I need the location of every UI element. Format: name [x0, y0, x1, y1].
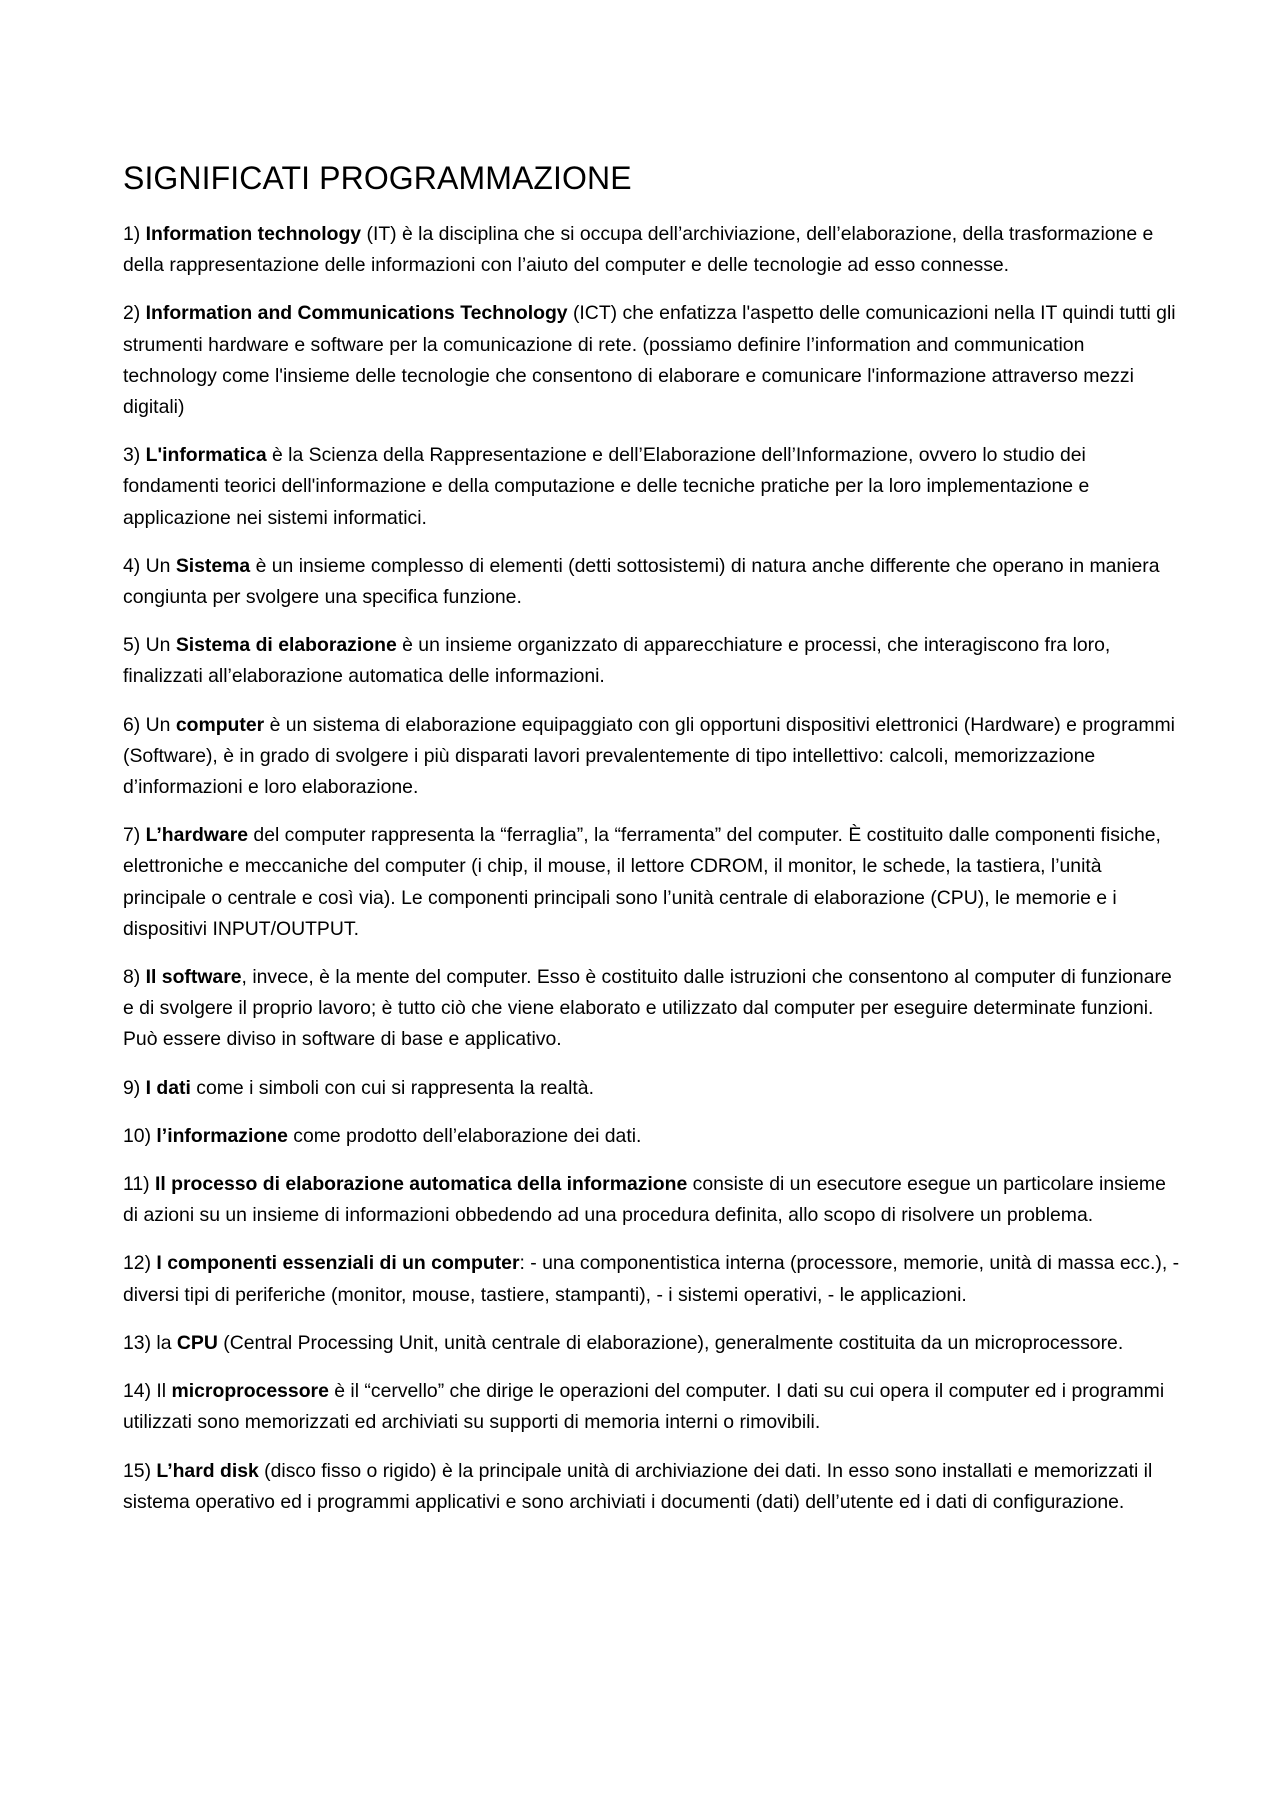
- definition-item: [123, 1456, 1183, 1518]
- item-term: microprocessore: [171, 1380, 329, 1403]
- item-number: 3): [123, 444, 141, 467]
- definition-item: [123, 1073, 1183, 1104]
- page-title: SIGNIFICATI PROGRAMMAZIONE: [123, 160, 632, 196]
- item-number: 12): [123, 1252, 152, 1275]
- item-number: 7): [123, 824, 141, 847]
- item-prefix: Un: [145, 634, 176, 657]
- item-term: Sistema: [175, 554, 251, 577]
- item-number: 1): [123, 223, 141, 245]
- item-term: Information technology: [145, 223, 362, 245]
- document-page: [123, 158, 1183, 1535]
- definition-item: [123, 1328, 1183, 1359]
- definition-item: [123, 820, 1183, 945]
- item-number: 11): [123, 1173, 150, 1196]
- item-number: 15): [123, 1459, 152, 1482]
- item-text: : - una componentistica interna (processore, memorie, unità di massa ecc.), - diversi tipi di periferiche (monitor, mouse, tastiere, stampanti), - i sistemi operativi, - le applicazioni.: [123, 1252, 1180, 1306]
- definition-item: [123, 440, 1183, 534]
- definition-item: [123, 1376, 1183, 1438]
- item-text: è la Scienza della Rappresentazione e dell’Elaborazione dell’Informazione, ovvero lo studio dei fondamenti teorici dell'informazione e della computazione e delle tecniche pratiche per la loro implementazione e applicazione nei sistemi informatici.: [123, 444, 1090, 529]
- item-number: 10): [123, 1124, 152, 1147]
- item-text: come i simboli con cui si rappresenta la realtà.: [190, 1076, 594, 1099]
- item-term: I dati: [145, 1076, 191, 1099]
- item-number: 2): [123, 302, 141, 325]
- definition-item: [123, 1169, 1183, 1231]
- item-term: L’hardware: [145, 824, 249, 847]
- item-text: (disco fisso o rigido) è la principale unità di archiviazione dei dati. In esso sono installati e memorizzati il sistema operativo ed i programmi applicativi e sono archiviati i documenti (dati) dell’utente ed i dati di configurazione.: [123, 1459, 1153, 1513]
- item-text: del computer rappresenta la “ferraglia”, la “ferramenta” del computer. È costituito dalle componenti fisiche, elettroniche e meccaniche del computer (i chip, il mouse, il lettore CDROM, il monitor, le schede, la tastiera, l’unità principale o centrale e così via). Le componenti principali sono l’unità centrale di elaborazione (CPU), le memorie e i dispositivi INPUT/OUTPUT.: [123, 824, 1161, 940]
- item-number: 13): [123, 1331, 152, 1354]
- item-text: (IT) è la disciplina che si occupa dell’archiviazione, dell’elaborazione, della trasformazione e della rappresentazione delle informazioni con l’aiuto del computer e delle tecnologie ad esso connesse.: [123, 223, 1154, 277]
- item-term: computer: [175, 713, 265, 736]
- item-term: I componenti essenziali di un computer: [156, 1252, 520, 1275]
- item-text: è un insieme complesso di elementi (detti sottosistemi) di natura anche differente che operano in maniera congiunta per svolgere una specifica funzione.: [123, 554, 1160, 609]
- item-term: L'informatica: [145, 444, 267, 467]
- item-prefix: Il: [156, 1380, 172, 1403]
- item-term: Sistema di elaborazione: [175, 634, 397, 657]
- item-number: 5): [123, 634, 141, 657]
- item-text: (Central Processing Unit, unità centrale di elaborazione), generalmente costituita da un microprocessore.: [217, 1331, 1124, 1354]
- item-number: 9): [123, 1076, 141, 1099]
- item-text: è un insieme organizzato di apparecchiature e processi, che interagiscono fra loro, finalizzati all’elaborazione automatica delle informazioni.: [123, 634, 1111, 688]
- item-text: , invece, è la mente del computer. Esso è costituito dalle istruzioni che consentono al computer di funzionare e di svolgere il proprio lavoro; è tutto ciò che viene elaborato e utilizzato dal computer per eseguire determinate funzioni. Può essere diviso in software di base e applicativo.: [123, 966, 1172, 1051]
- definition-item: [123, 551, 1183, 613]
- definition-item: [123, 630, 1183, 692]
- definition-item: [123, 298, 1183, 423]
- definition-item: [123, 962, 1183, 1056]
- item-prefix: Un: [145, 713, 176, 736]
- item-term: CPU: [176, 1331, 218, 1354]
- item-prefix: Un: [145, 554, 176, 577]
- item-term: l’informazione: [156, 1124, 288, 1147]
- item-term: Il processo di elaborazione automatica della informazione: [154, 1173, 688, 1196]
- item-number: 4): [123, 554, 141, 577]
- definition-item: [123, 1121, 1183, 1152]
- item-term: Il software: [145, 966, 242, 989]
- definition-item: [123, 219, 1183, 281]
- definition-item: [123, 710, 1183, 804]
- item-term: L’hard disk: [156, 1459, 259, 1482]
- item-text: consiste di un esecutore esegue un particolare insieme di azioni su un insieme di informazioni obbedendo ad una procedura definita, allo scopo di risolvere un problema.: [123, 1173, 1166, 1227]
- item-prefix: la: [156, 1331, 177, 1354]
- item-number: 8): [123, 966, 141, 989]
- item-term: Information and Communications Technology: [145, 302, 568, 325]
- item-number: 14): [123, 1380, 152, 1403]
- definition-item: [123, 1248, 1183, 1310]
- item-text: è un sistema di elaborazione equipaggiato con gli opportuni dispositivi elettronici (Hardware) e programmi (Software), è in grado di svolgere i più disparati lavori prevalentemente di tipo intellettivo: calcoli, memorizzazione d’informazioni e loro elaborazione.: [123, 713, 1175, 799]
- item-text: come prodotto dell’elaborazione dei dati.: [287, 1124, 642, 1147]
- item-text: è il “cervello” che dirige le operazioni del computer. I dati su cui opera il computer ed i programmi utilizzati sono memorizzati ed archiviati su supporti di memoria interni o rimovibili.: [123, 1380, 1165, 1434]
- item-number: 6): [123, 713, 141, 736]
- item-text: (ICT) che enfatizza l'aspetto delle comunicazioni nella IT quindi tutti gli strumenti hardware e software per la comunicazione di rete. (possiamo definire l’information and communication technology come l'insieme delle tecnologie che consentono di elaborare e comunicare l'informazione attraverso mezzi digitali): [123, 302, 1176, 419]
